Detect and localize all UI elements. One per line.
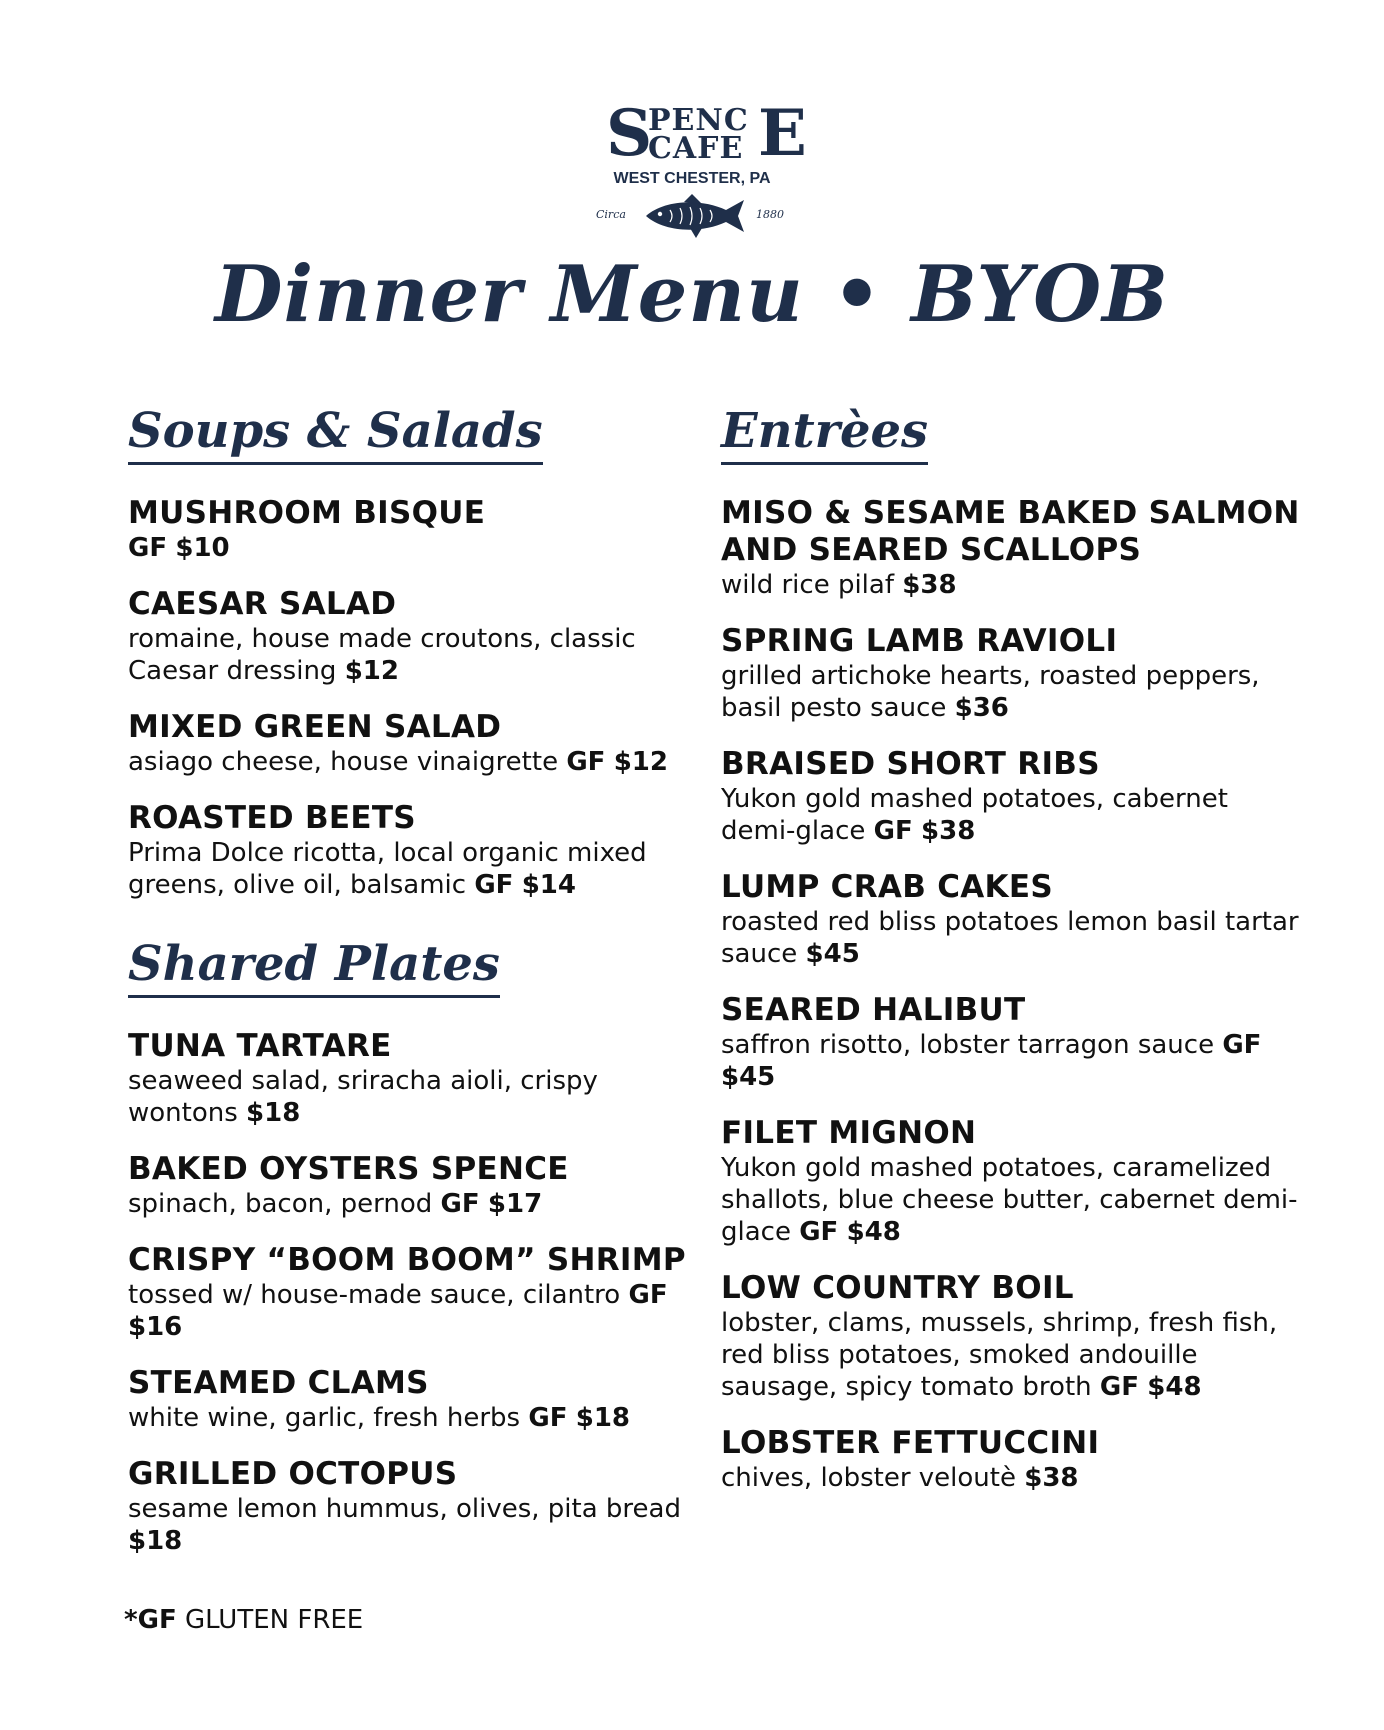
menu-item-desc-text: Prima Dolce ricotta, local organic mixed greens, olive oil, balsamic [128, 838, 647, 900]
entrees-list [721, 495, 1301, 1494]
menu-item-desc-text: white wine, garlic, fresh herbs [128, 1403, 521, 1433]
menu-item [128, 1456, 688, 1557]
fish-icon [640, 192, 750, 240]
menu-item-name: SPRING LAMB RAVIOLI [721, 623, 1118, 659]
menu-item-description [721, 783, 1301, 847]
menu-item-desc-text: saffron risotto, lobster tarragon sauce [721, 1030, 1215, 1060]
menu-item-name: CRISPY “BOOM BOOM” SHRIMP [128, 1242, 686, 1278]
menu-item-name: LOW COUNTRY BOIL [721, 1270, 1074, 1306]
gluten-free-tag: GF [1099, 1372, 1139, 1402]
gluten-free-tag: GF [474, 870, 514, 900]
logo-word-cafe: CAFE [648, 131, 744, 166]
menu-item-desc-text: lobster, clams, mussels, shrimp, fresh fish, red bliss potatoes, smoked andouille sausage, spicy tomato broth [721, 1308, 1278, 1402]
menu-item-price: $38 [1024, 1463, 1079, 1493]
menu-item-name: GRILLED OCTOPUS [128, 1456, 458, 1492]
menu-item [721, 1270, 1301, 1403]
menu-item-desc-text: chives, lobster veloutè [721, 1463, 1016, 1493]
shared-plates-list [128, 1028, 688, 1557]
menu-item-desc-text: Yukon gold mashed potatoes, caramelized shallots, blue cheese butter, cabernet demi-glace [721, 1153, 1298, 1247]
soups-salads-list [128, 495, 688, 901]
menu-item-price: $48 [1147, 1372, 1202, 1402]
menu-item-name: FILET MIGNON [721, 1115, 977, 1151]
menu-item-description [721, 1307, 1301, 1403]
menu-item [721, 746, 1301, 847]
footnote-text: GLUTEN FREE [184, 1605, 364, 1635]
gluten-free-tag: GF [628, 1280, 668, 1310]
section-title-entrees: Entrèes [721, 402, 928, 465]
menu-item-description [721, 1029, 1301, 1093]
menu-item-price: $10 [175, 533, 230, 563]
gluten-free-tag: GF [566, 747, 606, 777]
menu-item-description [128, 746, 688, 778]
menu-item [721, 869, 1301, 970]
menu-item-description [128, 1065, 688, 1129]
right-column [721, 402, 1301, 1516]
menu-item-price: $48 [846, 1217, 901, 1247]
menu-item-name: LUMP CRAB CAKES [721, 869, 1053, 905]
menu-item-description [128, 1493, 688, 1557]
menu-item-description [721, 660, 1301, 724]
gluten-free-tag: GF [440, 1189, 480, 1219]
menu-item-name: CAESAR SALAD [128, 586, 397, 622]
menu-item-name: MUSHROOM BISQUE [128, 495, 486, 531]
menu-item-description [128, 1402, 688, 1434]
gluten-free-tag: GF [1222, 1030, 1262, 1060]
menu-item-price: $16 [128, 1312, 183, 1342]
menu-item-description [721, 906, 1301, 970]
logo-letter-e: E [758, 96, 807, 171]
menu-item-name: SEARED HALIBUT [721, 992, 1026, 1028]
menu-item-price: $36 [954, 693, 1009, 723]
menu-item-description [128, 532, 688, 564]
menu-item-price: $18 [246, 1098, 301, 1128]
section-title-soups-salads: Soups & Salads [128, 402, 543, 465]
footnote-marker: *GF [124, 1605, 177, 1635]
menu-item [721, 1115, 1301, 1248]
menu-item-description [128, 1188, 688, 1220]
menu-item-price: $17 [487, 1189, 543, 1219]
section-title-shared-plates: Shared Plates [128, 935, 500, 998]
menu-title: Dinner Menu • BYOB [214, 249, 1170, 340]
menu-item-price: $18 [575, 1403, 631, 1433]
left-column [128, 402, 688, 1579]
menu-item-price: $18 [128, 1526, 183, 1556]
menu-item-name: STEAMED CLAMS [128, 1365, 429, 1401]
menu-item-name: MISO & SESAME BAKED SALMON AND SEARED SCALLOPS [721, 495, 1300, 568]
menu-item-desc-text: asiago cheese, house vinaigrette [128, 747, 559, 777]
menu-item-name: BRAISED SHORT RIBS [721, 746, 1100, 782]
menu-item-desc-text: seaweed salad, sriracha aioli, crispy wontons [128, 1066, 598, 1128]
menu-item-price: $14 [521, 870, 576, 900]
gluten-free-tag: GF [799, 1217, 839, 1247]
menu-item-name: TUNA TARTARE [128, 1028, 392, 1064]
menu-item-price: $38 [902, 570, 957, 600]
menu-item [128, 1151, 688, 1220]
menu-item-price: $45 [805, 939, 860, 969]
menu-item-price: $12 [613, 747, 668, 777]
gluten-free-tag: GF [873, 816, 913, 846]
menu-item-description [721, 569, 1301, 601]
menu-item-description [128, 623, 688, 687]
menu-item-price: $38 [921, 816, 976, 846]
menu-item-description [128, 1279, 688, 1343]
menu-item-desc-text: roasted red bliss potatoes lemon basil tartar sauce [721, 907, 1299, 969]
spence-cafe-logo [560, 96, 824, 240]
menu-item [128, 709, 688, 778]
menu-item-desc-text: grilled artichoke hearts, roasted peppers, basil pesto sauce [721, 661, 1260, 723]
menu-item-desc-text: tossed w/ house-made sauce, cilantro [128, 1280, 621, 1310]
menu-item-desc-text: romaine, house made croutons, classic Caesar dressing [128, 624, 636, 686]
menu-item-name: MIXED GREEN SALAD [128, 709, 502, 745]
menu-item-description [128, 837, 688, 901]
menu-item-description [721, 1462, 1301, 1494]
logo-location: WEST CHESTER, PA [613, 170, 771, 187]
logo-word-pence: PENC [648, 103, 749, 138]
menu-item-desc-text: wild rice pilaf [721, 570, 894, 600]
menu-item [128, 586, 688, 687]
menu-item [128, 800, 688, 901]
gluten-free-tag: GF [128, 533, 168, 563]
gluten-free-footnote [124, 1605, 363, 1635]
menu-item-desc-text: Yukon gold mashed potatoes, cabernet demi-glace [721, 784, 1228, 846]
logo-letter-s: S [606, 96, 653, 171]
menu-item-name: BAKED OYSTERS SPENCE [128, 1151, 569, 1187]
menu-item-price: $12 [344, 656, 399, 686]
menu-item [128, 1028, 688, 1129]
menu-item [721, 495, 1301, 601]
menu-item-desc-text: spinach, bacon, pernod [128, 1189, 433, 1219]
menu-item-description [721, 1152, 1301, 1248]
menu-item [721, 992, 1301, 1093]
logo-year: 1880 [756, 208, 784, 221]
menu-item [128, 495, 688, 564]
menu-item-name: LOBSTER FETTUCCINI [721, 1425, 1100, 1461]
menu-item [128, 1365, 688, 1434]
logo-circa: Circa [596, 208, 626, 221]
menu-item [721, 1425, 1301, 1494]
gluten-free-tag: GF [528, 1403, 568, 1433]
menu-item [128, 1242, 688, 1343]
menu-item-name: ROASTED BEETS [128, 800, 416, 836]
menu-item-desc-text: sesame lemon hummus, olives, pita bread [128, 1494, 681, 1524]
menu-item-price: $45 [721, 1062, 776, 1092]
menu-item [721, 623, 1301, 724]
